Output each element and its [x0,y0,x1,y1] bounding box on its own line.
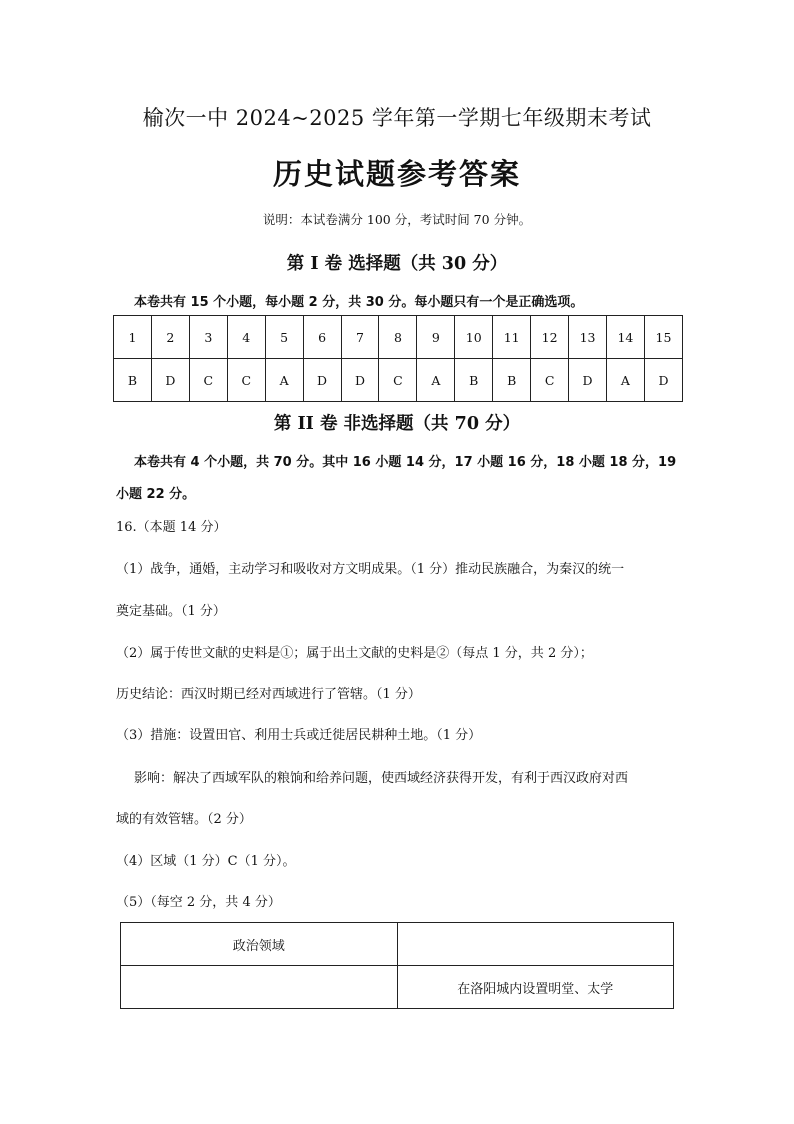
question-number: 15 [644,316,682,359]
table-row [121,966,674,1009]
answer-letter: C [189,359,227,402]
question-number: 1 [114,316,152,359]
question-number: 4 [227,316,265,359]
section1-heading: 第 I 卷 选择题（共 30 分） [286,254,508,274]
answer-line: （1）战争，通婚，主动学习和吸收对方文明成果。（1 分）推动民族融合，为秦汉的统一 [116,562,625,577]
answer-letter: A [265,359,303,402]
answer-line: （2）属于传世文献的史料是①；属于出土文献的史料是②（每点 1 分，共 2 分）； [116,646,593,661]
question-number: 13 [569,316,607,359]
question-number: 12 [531,316,569,359]
answer-line: 影响：解决了西域军队的粮饷和给养问题，使西域经济获得开发，有利于西汉政府对西 [134,771,629,786]
table-cell [397,923,674,966]
question-number: 7 [341,316,379,359]
exam-title: 榆次一中 2024~2025 学年第一学期七年级期末考试 [142,106,652,130]
answer-key-title: 历史试题参考答案 [272,157,521,191]
answer-line: （5）（每空 2 分，共 4 分） [116,895,281,910]
table-row [121,923,674,966]
answer-letter: D [341,359,379,402]
answer-letter: D [644,359,682,402]
answer-letter: B [114,359,152,402]
answer-row [114,359,683,402]
answer-letter: A [606,359,644,402]
section1-intro: 本卷共有 15 个小题，每小题 2 分，共 30 分。每小题只有一个是正确选项。 [134,295,584,310]
question16-heading: 16.（本题 14 分） [116,520,227,535]
answer-letter: A [417,359,455,402]
exam-note: 说明：本试卷满分 100 分，考试时间 70 分钟。 [262,212,532,227]
answer-letter: B [455,359,493,402]
answer-letter: B [493,359,531,402]
answer-line: 奠定基础。（1 分） [116,604,226,619]
question-number: 8 [379,316,417,359]
question-number: 9 [417,316,455,359]
answer-letter: C [531,359,569,402]
choice-answer-table [113,315,683,402]
answer-letter: C [227,359,265,402]
answer-letter: C [379,359,417,402]
answer-line: （3）措施：设置田官、利用士兵或迁徙居民耕种土地。（1 分） [116,728,482,743]
answer-letter: D [569,359,607,402]
question-number: 5 [265,316,303,359]
question-number: 10 [455,316,493,359]
table-cell: 政治领域 [121,923,398,966]
section2-intro-line2: 小题 22 分。 [116,487,196,502]
answer-line: 历史结论：西汉时期已经对西域进行了管辖。（1 分） [116,687,421,702]
table-cell: 在洛阳城内设置明堂、太学 [397,966,674,1009]
answer-line: （4）区域（1 分）C（1 分）。 [116,854,296,869]
fields-table [120,922,674,1009]
question-number: 3 [189,316,227,359]
question-number: 6 [303,316,341,359]
question-number-row [114,316,683,359]
section2-heading: 第 II 卷 非选择题（共 70 分） [273,414,521,434]
question-number: 11 [493,316,531,359]
table-cell [121,966,398,1009]
answer-letter: D [303,359,341,402]
answer-line: 域的有效管辖。（2 分） [116,812,252,827]
section2-intro-line1: 本卷共有 4 个小题，共 70 分。其中 16 小题 14 分，17 小题 16 分，18 小题 18 分，19 [134,455,677,470]
question-number: 2 [151,316,189,359]
answer-letter: D [151,359,189,402]
question-number: 14 [606,316,644,359]
